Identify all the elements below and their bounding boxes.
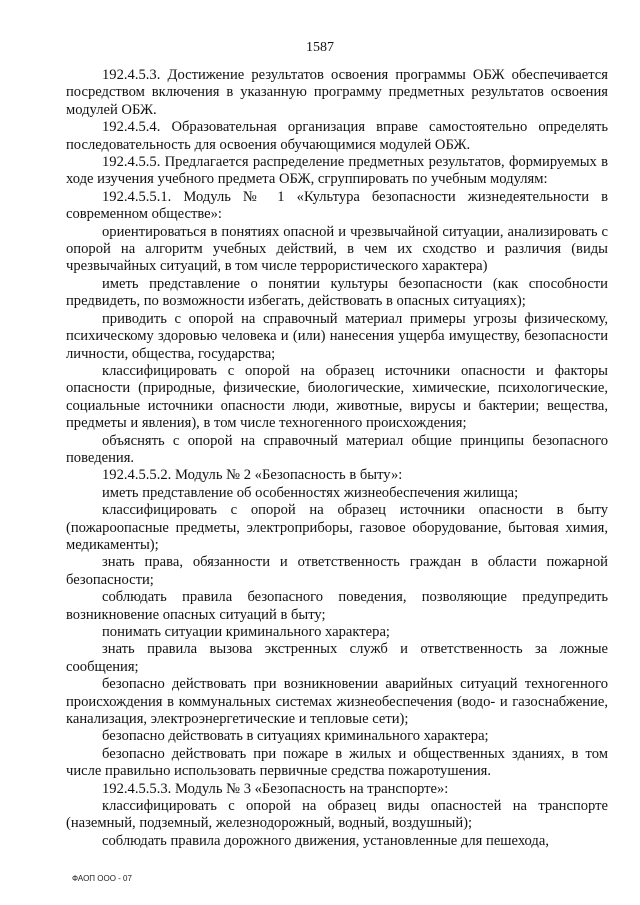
paragraph: 192.4.5.5.2. Модуль № 2 «Безопасность в быту»: <box>102 467 403 484</box>
document-body <box>66 67 608 850</box>
paragraph: 192.4.5.4. Образовательная организация вправе самостоятельно определять последовательность для освоения обучающимися модулей ОБЖ. <box>66 119 608 153</box>
paragraph: классифицировать с опорой на образец источники опасности в быту (пожароопасные предметы, электроприборы, газовое оборудование, бытовая химия, медикаменты); <box>66 502 608 553</box>
paragraph: иметь представление о понятии культуры безопасности (как способности предвидеть, по возможности избегать, действовать в опасных ситуациях); <box>66 275 608 310</box>
paragraph: ориентироваться в понятиях опасной и чрезвычайной ситуации, анализировать с опорой на алгоритм учебных действий, в чем их сходство и различия (виды чрезвычайных ситуаций, в том числе террористического характера) <box>66 223 608 275</box>
paragraph: классифицировать с опорой на образец источники опасности и факторы опасности (природные, физические, биологические, химические, психологические, социальные источники опасности люди, животные, вирусы и бактерии; вещества, предметы и явления), в том числе техногенного происхождения; <box>66 362 608 432</box>
paragraph: 192.4.5.5. Предлагается распределение предметных результатов, формируемых в ходе изучения учебного предмета ОБЖ, сгруппировать по учебным модулям: <box>66 154 608 188</box>
paragraph: соблюдать правила безопасного поведения, позволяющие предупредить возникновение опасных ситуаций в быту; <box>66 589 608 623</box>
paragraph: знать права, обязанности и ответственность граждан в области пожарной безопасности; <box>66 554 608 588</box>
paragraph: классифицировать с опорой на образец виды опасностей на транспорте (наземный, подземный, железнодорожный, водный, воздушный); <box>66 798 608 832</box>
paragraph: иметь представление об особенностях жизнеобеспечения жилища; <box>102 484 519 501</box>
paragraph: 192.4.5.5.3. Модуль № 3 «Безопасность на транспорте»: <box>102 780 449 797</box>
paragraph: безопасно действовать при возникновении аварийных ситуаций техногенного происхождения в коммунальных системах жизнеобеспечения (водо- и газоснабжение, канализация, электроэнергетические и тепловые сети); <box>66 676 608 728</box>
paragraph: безопасно действовать в ситуациях криминального характера; <box>102 728 489 745</box>
page-number: 1587 <box>306 40 334 55</box>
paragraph: 192.4.5.3. Достижение результатов освоения программы ОБЖ обеспечивается посредством включения в указанную программу предметных результатов освоения модулей ОБЖ. <box>66 67 608 118</box>
paragraph: 192.4.5.5.1. Модуль № 1 «Культура безопасности жизнедеятельности в современном обществе»: <box>66 188 608 223</box>
paragraph: объяснять с опорой на справочный материал общие принципы безопасного поведения. <box>66 432 608 466</box>
paragraph: понимать ситуации криминального характера; <box>102 624 390 640</box>
paragraph: безопасно действовать при пожаре в жилых и общественных зданиях, в том числе правильно использовать первичные средства пожаротушения. <box>66 745 608 780</box>
footer-code: ФАОП ООО - 07 <box>72 874 132 883</box>
paragraph: знать правила вызова экстренных служб и ответственность за ложные сообщения; <box>66 641 608 675</box>
paragraph: приводить с опорой на справочный материал примеры угрозы физическому, психическому здоровью человека и (или) нанесения ущерба имуществу, безопасности личности, общества, государства; <box>66 310 608 362</box>
paragraph: соблюдать правила дорожного движения, установленные для пешехода, <box>102 832 549 849</box>
